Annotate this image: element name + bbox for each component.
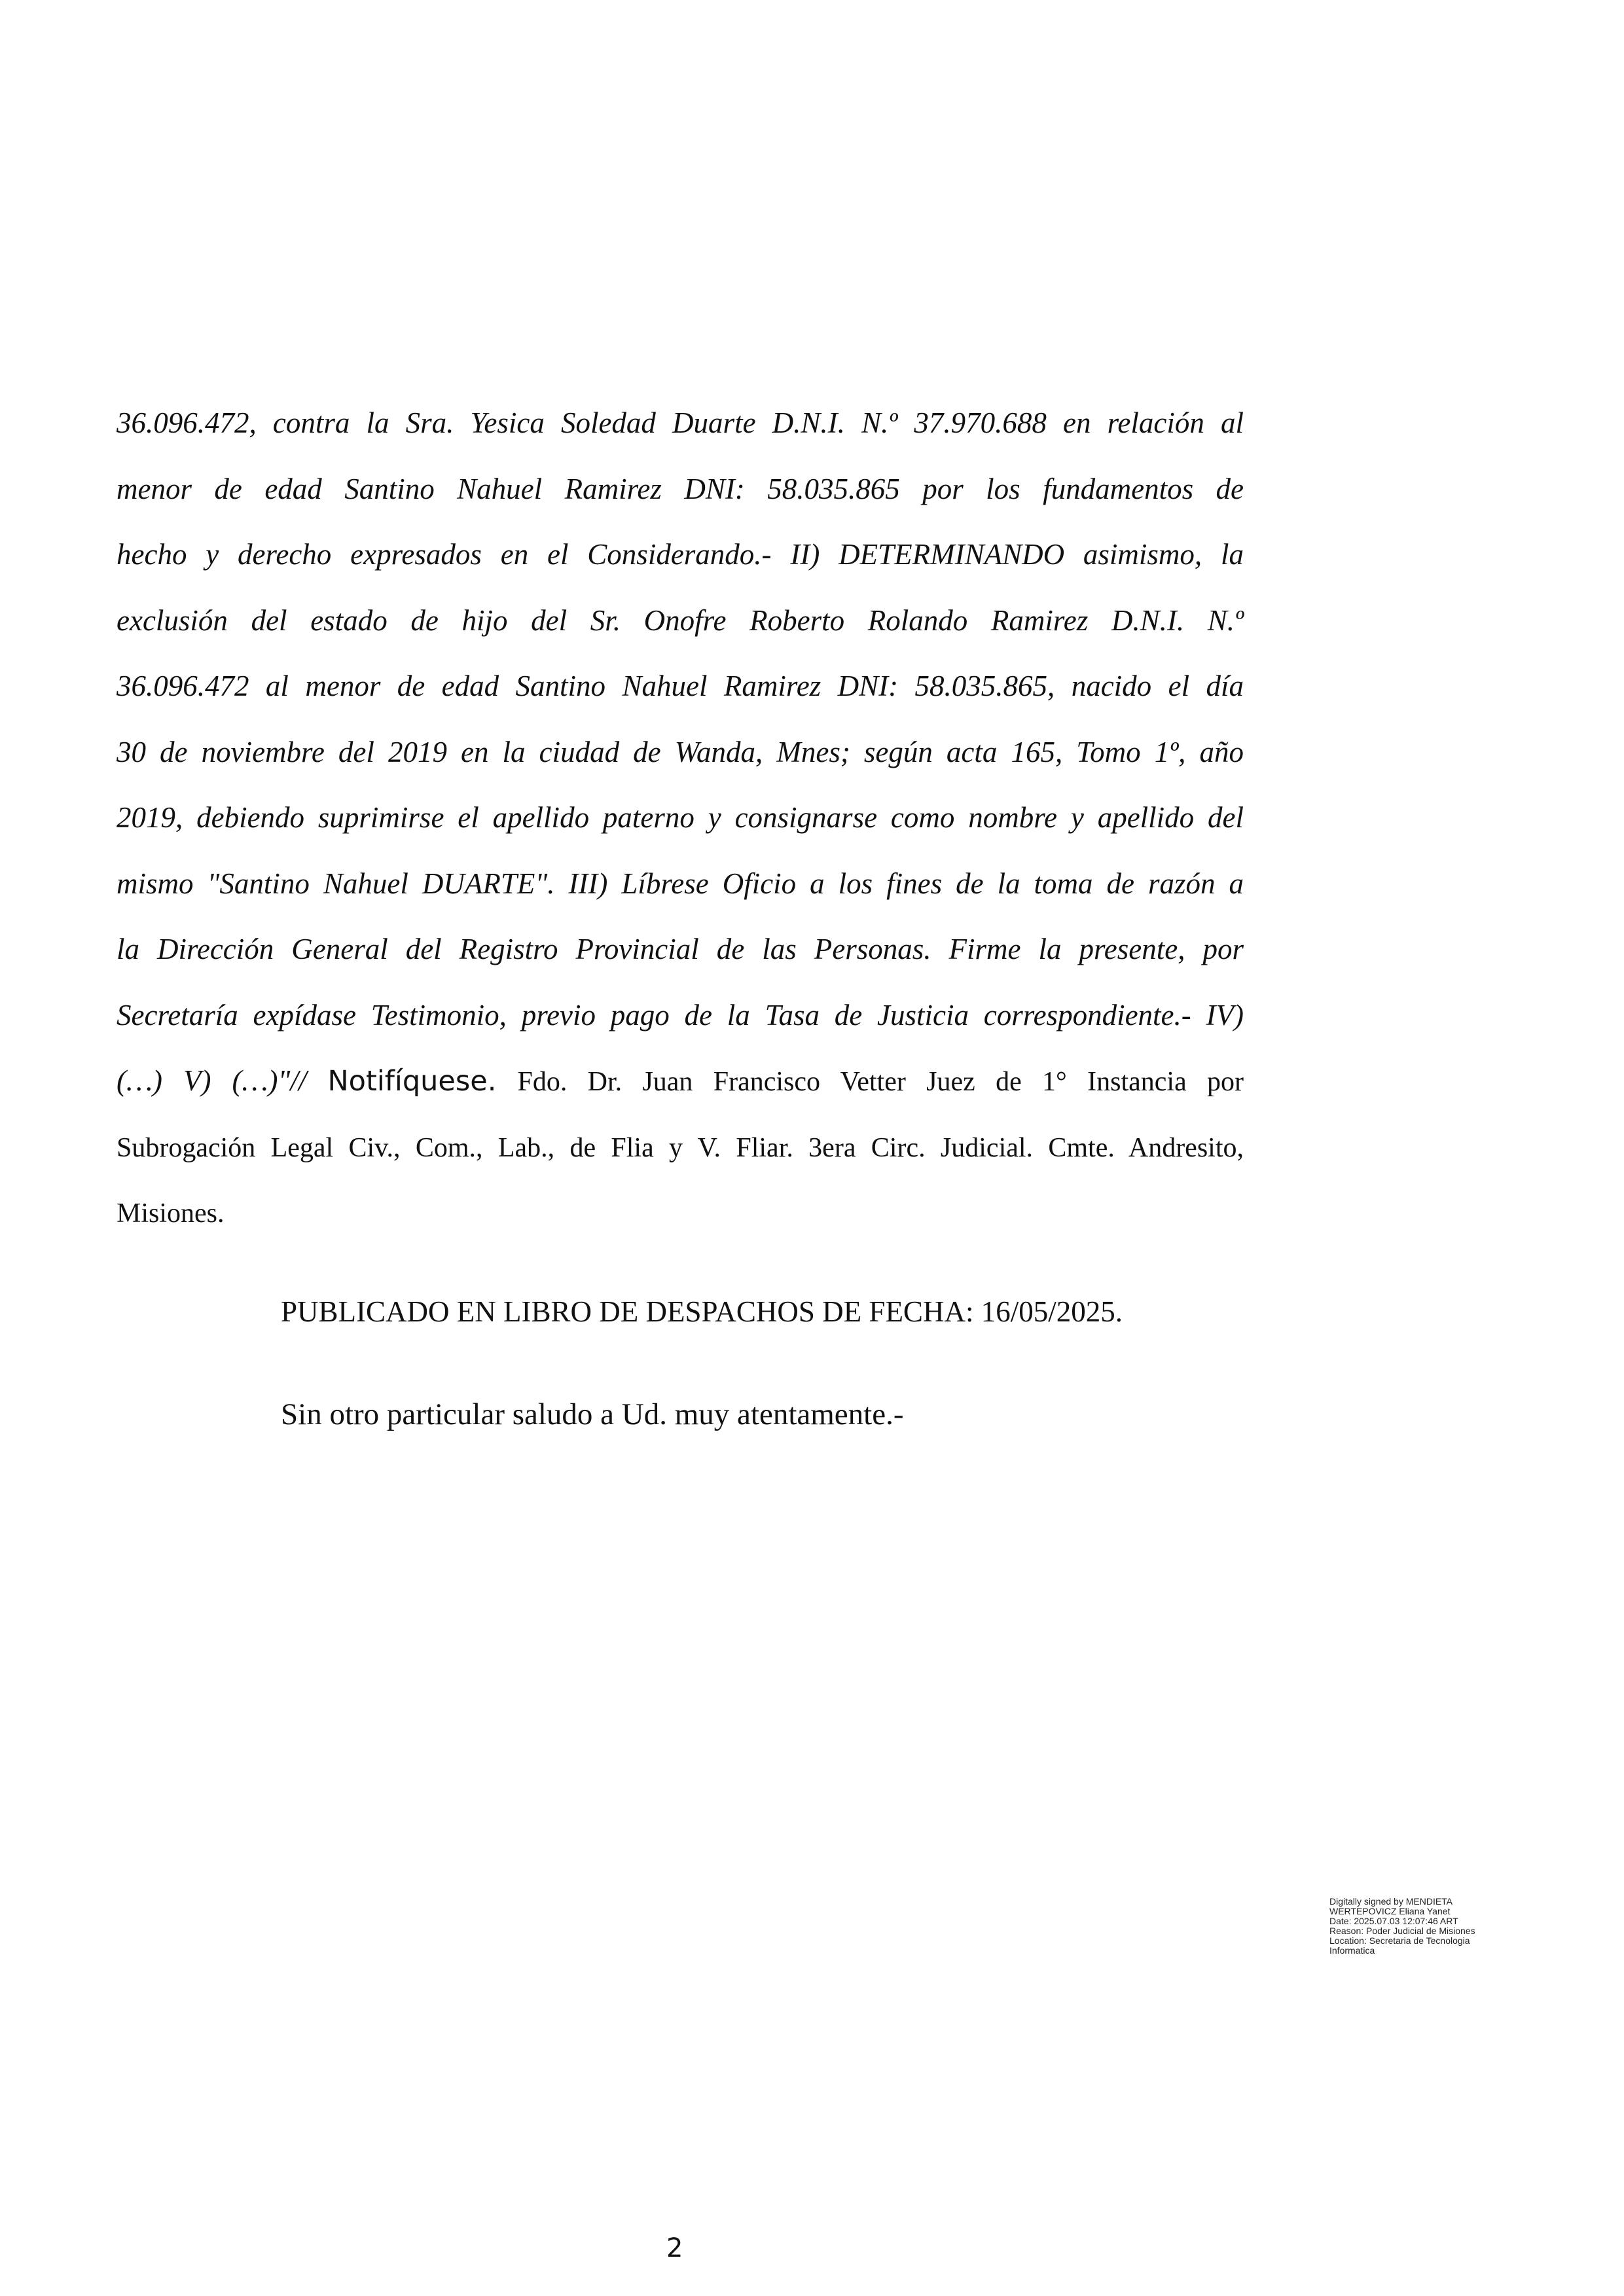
- paragraph-line: 36.096.472, contra la Sra. Yesica Soledad Duarte D.N.I. N.º 37.970.688 en relación al: [117, 406, 1244, 439]
- judge-signature-text: Fdo. Dr. Juan Francisco Vetter Juez de 1° Instancia por: [517, 1067, 1244, 1097]
- resolution-paragraph: [117, 390, 1244, 1247]
- digital-signature-stamp: [1329, 1897, 1526, 1956]
- signature-line: Informatica: [1329, 1945, 1375, 1956]
- paragraph-line: hecho y derecho expresados en el Considerando.- II) DETERMINANDO asimismo, la: [117, 538, 1244, 571]
- paragraph-line: 36.096.472 al menor de edad Santino Nahuel Ramirez DNI: 58.035.865, nacido el día: [117, 670, 1244, 702]
- omission-marks: (…) V) (…)"//: [117, 1064, 307, 1097]
- notify-word: Notifíquese.: [327, 1065, 497, 1098]
- closing-salutation: Sin otro particular saludo a Ud. muy atentamente.-: [281, 1397, 904, 1431]
- paragraph-line: exclusión del estado de hijo del Sr. Onofre Roberto Rolando Ramirez D.N.I. N.º: [117, 603, 1244, 637]
- signature-attribution-line: [117, 1048, 1244, 1115]
- signature-line: Digitally signed by MENDIETA: [1329, 1896, 1453, 1907]
- signature-line: Date: 2025.07.03 12:07:46 ART: [1329, 1916, 1458, 1926]
- page-number: 2: [666, 2233, 683, 2263]
- paragraph-line: menor de edad Santino Nahuel Ramirez DNI: 58.035.865 por los fundamentos de: [117, 472, 1244, 505]
- signature-line: Location: Secretaria de Tecnologia: [1329, 1935, 1470, 1946]
- paragraph-line: 30 de noviembre del 2019 en la ciudad de Wanda, Mnes; según acta 165, Tomo 1º, año: [117, 735, 1244, 768]
- paragraph-line: 2019, debiendo suprimirse el apellido paterno y consignarse como nombre y apellido del: [117, 801, 1244, 834]
- publication-notice: PUBLICADO EN LIBRO DE DESPACHOS DE FECHA: 16/05/2025.: [281, 1295, 1123, 1328]
- paragraph-line: Secretaría expídase Testimonio, previo pago de la Tasa de Justicia correspondiente.- IV): [117, 998, 1244, 1031]
- signature-line: WERTEPOVICZ Eliana Yanet: [1329, 1906, 1451, 1916]
- court-line: Subrogación Legal Civ., Com., Lab., de Flia y V. Fliar. 3era Circ. Judicial. Cmte. Andresito,: [117, 1132, 1244, 1163]
- paragraph-line: la Dirección General del Registro Provincial de las Personas. Firme la presente, por: [117, 933, 1244, 965]
- paragraph-line: mismo "Santino Nahuel DUARTE". III) Líbrese Oficio a los fines de la toma de razón a: [117, 867, 1244, 900]
- signature-line: Reason: Poder Judicial de Misiones: [1329, 1926, 1475, 1936]
- province-line: Misiones.: [117, 1198, 225, 1229]
